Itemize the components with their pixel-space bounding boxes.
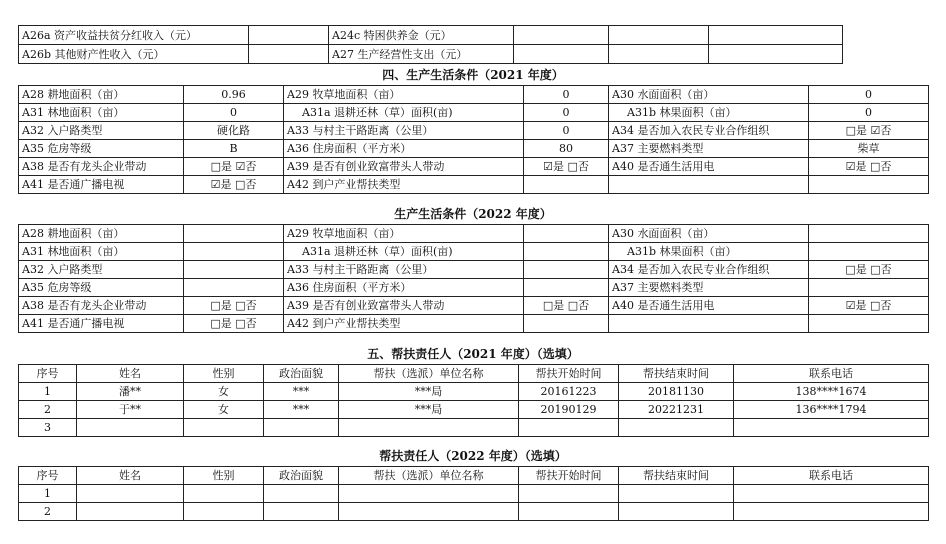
field-value: 2 [19,503,77,521]
field-label: A30 水面面积（亩） [609,86,809,104]
table-row [19,225,929,243]
field-label: A36 住房面积（平方米） [284,140,524,158]
column-header: 联系电话 [734,467,929,485]
field-value [264,419,339,437]
table-row [19,86,929,104]
table-row [19,158,929,176]
income-table [18,25,843,64]
field-value [809,225,929,243]
field-value: ☑是 □否 [809,297,929,315]
field-value [184,503,264,521]
field-value [524,279,609,297]
column-header: 帮扶（选派）单位名称 [339,365,519,383]
column-header: 序号 [19,467,77,485]
column-header: 姓名 [77,467,184,485]
helpers-2021-table [18,364,929,437]
field-value [264,503,339,521]
field-value: 0 [524,122,609,140]
section4-title: 四、生产生活条件（2021 年度） [382,68,564,82]
field-value [709,45,843,64]
column-header: 帮扶结束时间 [619,365,734,383]
field-label: A31a 退耕还林（草）面积(亩) [284,104,524,122]
field-value: 20190129 [519,401,619,419]
field-value: 1 [19,485,77,503]
field-value: 0 [184,104,284,122]
field-label: A28 耕地面积（亩） [19,86,184,104]
field-label: A41 是否通广播电视 [19,176,184,194]
field-value [809,243,929,261]
field-label [609,176,809,194]
table-row [19,243,929,261]
field-label: A33 与村主干路距离（公里） [284,261,524,279]
field-value [249,45,329,64]
field-value [734,419,929,437]
field-value: 0 [809,86,929,104]
table-row [19,45,843,64]
field-value [619,419,734,437]
field-label: A35 危房等级 [19,140,184,158]
field-value: 138****1674 [734,383,929,401]
field-value: 80 [524,140,609,158]
field-value: 0.96 [184,86,284,104]
field-value [609,26,709,45]
field-value: ☑是 □否 [809,158,929,176]
section4b-title: 生产生活条件（2022 年度） [394,207,552,221]
helpers-2022-table [18,466,929,521]
column-header: 帮扶开始时间 [519,365,619,383]
table-row [19,26,843,45]
field-label [609,315,809,333]
field-value [77,419,184,437]
table-header-row [19,467,929,485]
field-value [77,485,184,503]
field-label: A26a 资产收益扶贫分红收入（元） [19,26,249,45]
field-label: A34 是否加入农民专业合作组织 [609,261,809,279]
field-label: A31b 林果面积（亩） [609,104,809,122]
table-row [19,261,929,279]
table-header-row [19,365,929,383]
table-row [19,279,929,297]
field-label: A41 是否通广播电视 [19,315,184,333]
field-label: A37 主要燃料类型 [609,279,809,297]
field-value: ***局 [339,383,519,401]
field-label: A38 是否有龙头企业带动 [19,158,184,176]
field-value [339,419,519,437]
field-label: A40 是否通生活用电 [609,158,809,176]
table-row [19,297,929,315]
field-value [184,485,264,503]
field-value [809,279,929,297]
field-value: 女 [184,401,264,419]
field-value: 20221231 [619,401,734,419]
field-value [339,485,519,503]
field-value: ☑是 □否 [184,176,284,194]
field-value: 0 [524,86,609,104]
column-header: 性别 [184,365,264,383]
field-value: □是 □否 [524,297,609,315]
table-row [19,104,929,122]
table-row [19,315,929,333]
field-value: 20161223 [519,383,619,401]
field-label: A35 危房等级 [19,279,184,297]
field-label: A33 与村主干路距离（公里） [284,122,524,140]
field-value: □是 □否 [184,315,284,333]
field-label: A24c 特困供养金（元） [329,26,514,45]
field-label: A42 到户产业帮扶类型 [284,176,524,194]
field-value: 0 [524,104,609,122]
field-label: A29 牧草地面积（亩） [284,86,524,104]
field-value: *** [264,383,339,401]
field-label: A31b 林果面积（亩） [609,243,809,261]
field-value [524,243,609,261]
field-label: A31 林地面积（亩） [19,104,184,122]
field-value: □是 □否 [809,261,929,279]
table-row [19,383,929,401]
column-header: 帮扶（选派）单位名称 [339,467,519,485]
field-label: A39 是否有创业致富带头人带动 [284,158,524,176]
field-label: A34 是否加入农民专业合作组织 [609,122,809,140]
field-value [514,26,609,45]
table-row [19,122,929,140]
table-row [19,176,929,194]
field-value [264,485,339,503]
field-label: A26b 其他财产性收入（元） [19,45,249,64]
field-value [184,419,264,437]
field-label: A29 牧草地面积（亩） [284,225,524,243]
field-value [709,26,843,45]
field-label: A39 是否有创业致富带头人带动 [284,297,524,315]
table-row [19,419,929,437]
field-value: 136****1794 [734,401,929,419]
field-value: ☑是 □否 [524,158,609,176]
field-value: 1 [19,383,77,401]
table-row [19,140,929,158]
field-value [514,45,609,64]
field-value: 于** [77,401,184,419]
section5-title: 五、帮扶责任人（2021 年度）（选填） [367,347,579,361]
field-value [809,315,929,333]
conditions-2022-table [18,224,929,333]
field-label: A42 到户产业帮扶类型 [284,315,524,333]
field-value: 20181130 [619,383,734,401]
field-value: □是 □否 [184,297,284,315]
field-value [524,225,609,243]
field-value [809,176,929,194]
field-value [619,485,734,503]
field-value: ***局 [339,401,519,419]
column-header: 政治面貌 [264,365,339,383]
field-label: A40 是否通生活用电 [609,297,809,315]
field-value [519,485,619,503]
section5b-title: 帮扶责任人（2022 年度）（选填） [379,449,567,463]
field-value [609,45,709,64]
field-value: *** [264,401,339,419]
field-label: A32 入户路类型 [19,122,184,140]
field-value [249,26,329,45]
field-value [734,485,929,503]
field-value [184,225,284,243]
column-header: 姓名 [77,365,184,383]
column-header: 帮扶结束时间 [619,467,734,485]
field-value: 硬化路 [184,122,284,140]
table-row [19,485,929,503]
column-header: 政治面貌 [264,467,339,485]
table-row [19,401,929,419]
column-header: 序号 [19,365,77,383]
conditions-2021-table [18,85,929,194]
field-value [619,503,734,521]
field-label: A32 入户路类型 [19,261,184,279]
field-value [77,503,184,521]
field-value [184,261,284,279]
field-value [524,261,609,279]
field-label: A36 住房面积（平方米） [284,279,524,297]
field-label: A31a 退耕还林（草）面积(亩) [284,243,524,261]
field-value: 女 [184,383,264,401]
field-label: A30 水面面积（亩） [609,225,809,243]
field-value: 3 [19,419,77,437]
field-label: A31 林地面积（亩） [19,243,184,261]
table-row [19,503,929,521]
field-value [519,503,619,521]
column-header: 性别 [184,467,264,485]
column-header: 联系电话 [734,365,929,383]
field-value [184,243,284,261]
field-value: 2 [19,401,77,419]
field-value: □是 ☑否 [809,122,929,140]
field-value [524,315,609,333]
field-value [339,503,519,521]
column-header: 帮扶开始时间 [519,467,619,485]
field-value: 柴草 [809,140,929,158]
field-label: A28 耕地面积（亩） [19,225,184,243]
field-label: A27 生产经营性支出（元） [329,45,514,64]
field-label: A38 是否有龙头企业带动 [19,297,184,315]
field-label: A37 主要燃料类型 [609,140,809,158]
field-value: 潘** [77,383,184,401]
field-value [524,176,609,194]
field-value: 0 [809,104,929,122]
field-value [734,503,929,521]
field-value: B [184,140,284,158]
field-value: □是 ☑否 [184,158,284,176]
field-value [184,279,284,297]
field-value [519,419,619,437]
